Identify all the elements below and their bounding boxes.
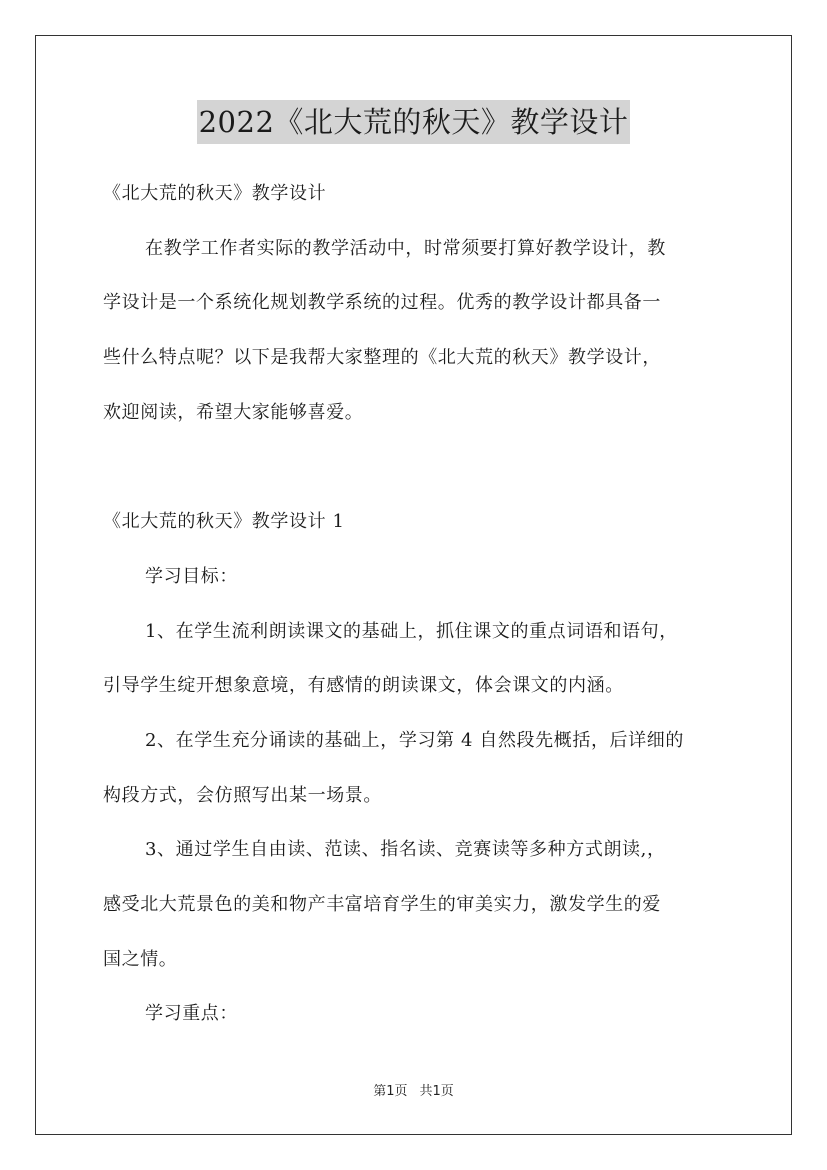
paragraph-line: 构段方式，会仿照写出某一场景。 (103, 784, 382, 806)
subheading-objectives: 学习目标： (145, 565, 238, 587)
document-body (103, 167, 743, 1042)
subheading-key-points: 学习重点： (145, 1003, 238, 1025)
paragraph-line: 学设计是一个系统化规划教学系统的过程。优秀的教学设计都具备一 (103, 292, 661, 314)
paragraph-line: 在教学工作者实际的教学活动中，时常须要打算好教学设计，教 (145, 237, 666, 259)
paragraph-line: 些什么特点呢？以下是我帮大家整理的《北大荒的秋天》教学设计， (103, 347, 661, 369)
title-container (0, 100, 827, 144)
paragraph-line: 引导学生绽开想象意境，有感情的朗读课文，体会课文的内涵。 (103, 675, 624, 697)
paragraph-line: 1、在学生流利朗读课文的基础上，抓住课文的重点词语和语句， (145, 620, 678, 642)
section-heading: 《北大荒的秋天》教学设计 (103, 183, 327, 204)
paragraph-line: 感受北大荒景色的美和物产丰富培育学生的审美实力，激发学生的爱 (103, 893, 661, 915)
page-footer (0, 1082, 827, 1102)
section-heading: 《北大荒的秋天》教学设计 1 (103, 511, 345, 533)
paragraph-line: 国之情。 (103, 948, 178, 970)
page-total: 共1页 (419, 1084, 454, 1099)
paragraph-line: 3、通过学生自由读、范读、指名读、竞赛读等多种方式朗读,， (145, 839, 666, 861)
document-title: 2022《北大荒的秋天》教学设计 (197, 100, 631, 144)
page-number: 第1页 (373, 1084, 408, 1099)
paragraph-line: 欢迎阅读，希望大家能够喜爱。 (103, 401, 364, 423)
blank-line (103, 440, 743, 495)
paragraph-line: 2、在学生充分诵读的基础上，学习第 4 自然段先概括，后详细的 (145, 729, 684, 751)
